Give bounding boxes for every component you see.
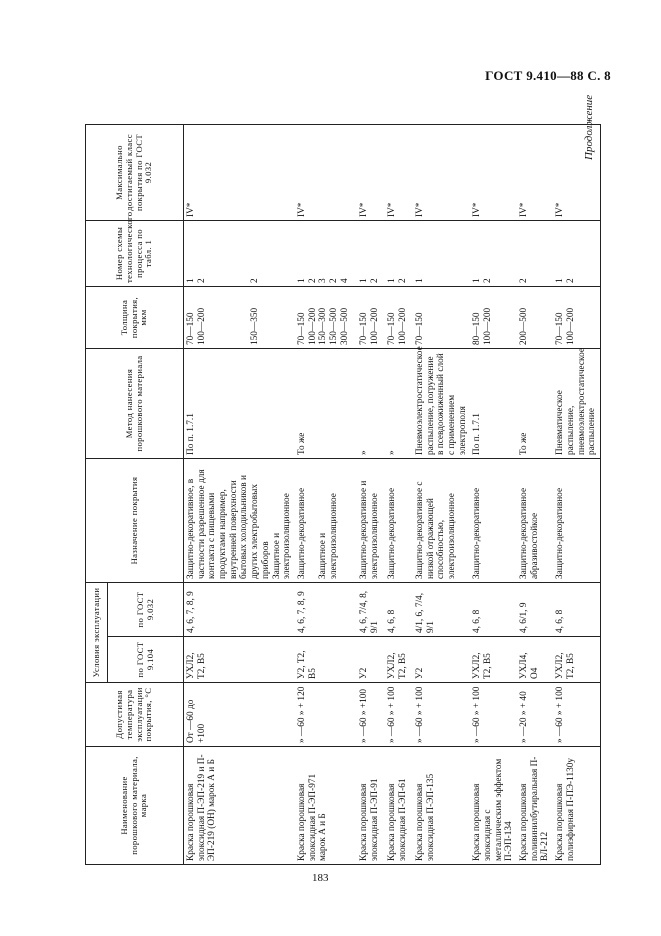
table-row [553,125,600,865]
cell-gost-9032: 4, 6, 7, 8, 9 [184,583,295,637]
cell-max-class: IV* [385,125,413,221]
header-scheme: Номер схемы технологического процесса по табл. 1 [86,221,184,287]
cell-thickness: 200—500 [517,287,553,349]
table-row [470,125,517,865]
cell-gost-9032: 4/1, 6, 7/4, 9/1 [413,583,470,637]
cell-temperature: » —20 » + 40 [517,683,553,747]
page-header: ГОСТ 9.410—88 С. 8 [485,68,611,83]
cell-material: Краска порошковая эпоксидная П-ЭП-971 марок А и Б [295,747,357,865]
cell-purpose: Защитно-декоративное [553,459,600,583]
cell-gost-9104: У2, Т2, В5 [295,637,357,683]
cell-gost-9104: УХЛ2, Т2, В5 [385,637,413,683]
cell-purpose: Защитно-декоративное и электроизоляционное [357,459,385,583]
table-row [295,125,357,865]
cell-thickness: 80—150 100—200 [470,287,517,349]
cell-max-class: IV* [184,125,295,221]
header-method: Метод нанесения порошкового материала [86,349,184,459]
coatings-table [85,124,601,865]
cell-thickness: 70—150 100—200 [553,287,600,349]
cell-material: Краска порошковая эпоксидная П-ЭП-91 [357,747,385,865]
table-row [517,125,553,865]
header-gost-9104: по ГОСТ 9.104 [108,637,184,683]
cell-purpose: Защитно-декоративное, в частности разрешенное для контакта с пищевыми продуктами например, внутренней поверхности бытовых холодильников и других электробытовых приборов Защитное и электроизоляционное [184,459,295,583]
cell-gost-9032: 4, 6, 7, 8, 9 [295,583,357,637]
cell-gost-9032: 4, 6, 7/4, 8, 9/1 [357,583,385,637]
cell-gost-9032: 4, 6, 8 [553,583,600,637]
cell-temperature: » —60 » + 100 [385,683,413,747]
table-row [413,125,470,865]
cell-method: » [357,349,385,459]
cell-material: Краска порошковая эпоксидная П-ЭП-219 и П-ЭП-219 (ОН) марок А и Б [184,747,295,865]
cell-temperature: » —60 » + 100 [470,683,517,747]
cell-gost-9104: УХЛ4, О4 [517,637,553,683]
cell-scheme: 1 [413,221,470,287]
cell-scheme: 1 2 2 [184,221,295,287]
cell-scheme: 1 2 [385,221,413,287]
header-temperature: Допустимая температура эксплуатации покрытия, °С [86,683,184,747]
cell-gost-9032: 4, 6, 8 [385,583,413,637]
cell-method: Пневмоэлектростатическое распыление, погружение в псевдоожиженный слой с применением электрополя [413,349,470,459]
header-gost-9032: по ГОСТ 9.032 [108,583,184,637]
cell-purpose: Защитно-декоративное с низкой отражающей способностью, электроизоляционное [413,459,470,583]
cell-gost-9104: УХЛ2, Т2, В5 [470,637,517,683]
table-row [184,125,295,865]
cell-thickness: 70—150 100—200 [357,287,385,349]
cell-max-class: IV* [413,125,470,221]
cell-temperature: » —60 » + 100 [413,683,470,747]
cell-max-class: IV* [553,125,600,221]
continuation-label: Продолжение [583,94,595,160]
cell-purpose: Защитно-декоративное абразивостойкое [517,459,553,583]
cell-method: По п. 1.7.1 [470,349,517,459]
cell-method: Пневматическое распыление, пневмоэлектростатическое распыление [553,349,600,459]
cell-purpose: Защитно-декоративное Защитное и электроизоляционное [295,459,357,583]
cell-temperature: От —60 до +100 [184,683,295,747]
cell-temperature: » —60 » +100 [357,683,385,747]
header-max-class: Максимально достигаемый класс покрытия по ГОСТ 9.032 [86,125,184,221]
header-material: Наименование порошкового материала, марка [86,747,184,865]
cell-method: » [385,349,413,459]
cell-temperature: » —60 » + 100 [553,683,600,747]
cell-purpose: Защитно-декоративное [470,459,517,583]
cell-gost-9104: УХЛ2, Т2, В5 [184,637,295,683]
table-row [357,125,385,865]
cell-max-class: IV* [357,125,385,221]
cell-gost-9104: У2 [357,637,385,683]
table-row [385,125,413,865]
cell-material: Краска порошковая эпоксидная П-ЭП-61 [385,747,413,865]
cell-scheme: 1 2 [553,221,600,287]
cell-material: Краска порошковая поливинилбутиральная П-ВЛ-212 [517,747,553,865]
cell-thickness: 70—150 100—200 150—350 [184,287,295,349]
cell-thickness: 70—150 100—200 [385,287,413,349]
cell-method: То же [517,349,553,459]
cell-material: Краска порошковая эпоксидная П-ЭП-135 [413,747,470,865]
page-number: 183 [312,872,329,884]
header-conditions: Условия эксплуатации [86,583,108,683]
cell-gost-9104: УХЛ2, Т2, В5 [553,637,600,683]
cell-max-class: IV* [470,125,517,221]
header-thickness: Толщина покрытия, мкм [86,287,184,349]
cell-thickness: 70—150 100—200 150—300 150—500 300—500 [295,287,357,349]
cell-thickness: 70—150 [413,287,470,349]
cell-scheme: 2 [517,221,553,287]
cell-method: По п. 1.7.1 [184,349,295,459]
cell-gost-9032: 4, 6, 8 [470,583,517,637]
cell-temperature: » —60 » + 120 [295,683,357,747]
cell-gost-9104: У2 [413,637,470,683]
cell-scheme: 1 2 3 2 4 [295,221,357,287]
cell-method: То же [295,349,357,459]
cell-max-class: IV* [517,125,553,221]
header-purpose: Назначение покрытия [86,459,184,583]
cell-material: Краска порошковая полиэфирная П-ПЭ-1130у [553,747,600,865]
cell-purpose: Защитно-декоративное [385,459,413,583]
cell-scheme: 1 2 [470,221,517,287]
cell-material: Краска порошковая эпоксидная с металлическим эффектом П-ЭП-134 [470,747,517,865]
cell-gost-9032: 4, 6/1, 9 [517,583,553,637]
cell-max-class: IV* [295,125,357,221]
cell-scheme: 1 2 [357,221,385,287]
